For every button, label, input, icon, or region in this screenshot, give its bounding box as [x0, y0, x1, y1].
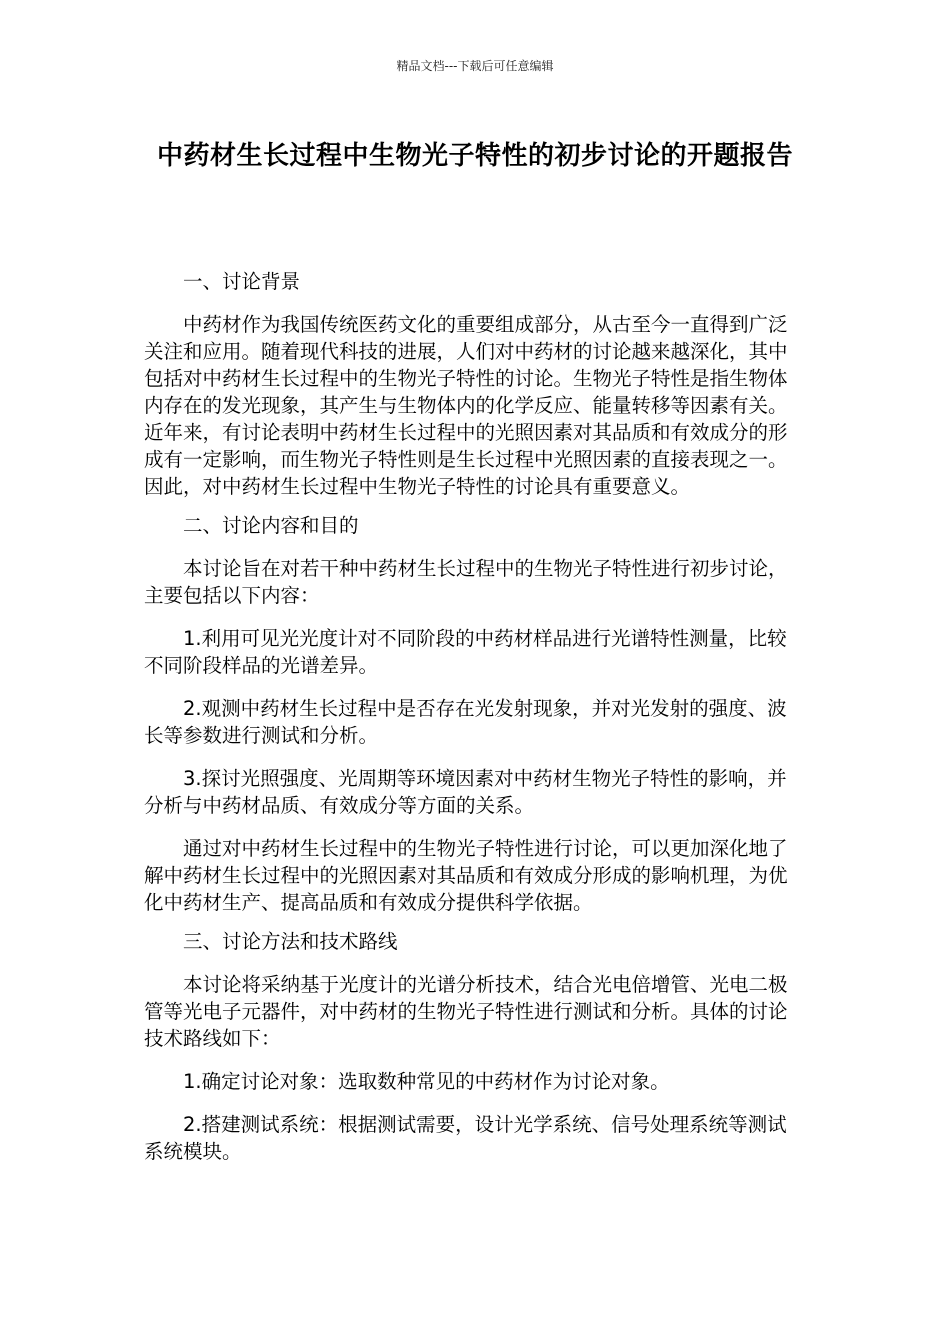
- methods-list-item: 1.确定讨论对象：选取数种常见的中药材作为讨论对象。: [183, 1070, 670, 1093]
- content-list-item: 1.利用可见光光度计对不同阶段的中药材样品进行光谱特性测量，比较不同阶段样品的光谱差异。: [144, 627, 787, 677]
- section-heading-content-purpose: 二、讨论内容和目的: [183, 514, 359, 537]
- background-paragraph: 中药材作为我国传统医药文化的重要组成部分，从古至今一直得到广泛关注和应用。随着现代科技的进展，人们对中药材的讨论越来越深化，其中包括对中药材生长过程中的生物光子特性的讨论。生物光子特性是指生物体内存在的发光现象，其产生与生物体内的化学反应、能量转移等因素有关。近年来，有讨论表明中药材生长过程中的光照因素对其品质和有效成分的形成有一定影响，而生物光子特性则是生长过程中光照因素的直接表现之一。因此，对中药材生长过程中生物光子特性的讨论具有重要意义。: [144, 313, 788, 498]
- content-list-item: 3.探讨光照强度、光周期等环境因素对中药材生物光子特性的影响，并分析与中药材品质、有效成分等方面的关系。: [144, 767, 787, 817]
- section-heading-methods: 三、讨论方法和技术路线: [183, 930, 398, 953]
- document-title: 中药材生长过程中生物光子特性的初步讨论的开题报告: [156, 141, 793, 171]
- content-list-item: 2.观测中药材生长过程中是否存在光发射现象，并对光发射的强度、波长等参数进行测试和分析。: [144, 697, 787, 747]
- document-body: [144, 268, 806, 1165]
- section-heading-background: 一、讨论背景: [183, 270, 301, 293]
- methods-list-item: 2.搭建测试系统：根据测试需要，设计光学系统、信号处理系统等测试系统模块。: [144, 1113, 787, 1163]
- methods-intro-paragraph: 本讨论将采纳基于光度计的光谱分析技术，结合光电倍增管、光电二极管等光电子元器件，对中药材的生物光子特性进行测试和分析。具体的讨论技术路线如下：: [144, 973, 788, 1050]
- content-intro-paragraph: 本讨论旨在对若干种中药材生长过程中的生物光子特性进行初步讨论，主要包括以下内容：: [144, 557, 788, 607]
- content-conclusion-paragraph: 通过对中药材生长过程中的生物光子特性进行讨论，可以更加深化地了解中药材生长过程中的光照因素对其品质和有效成分形成的影响机理，为优化中药材生产、提高品质和有效成分提供科学依据。: [144, 837, 788, 914]
- header-note: 精品文档---下载后可任意编辑: [396, 59, 554, 73]
